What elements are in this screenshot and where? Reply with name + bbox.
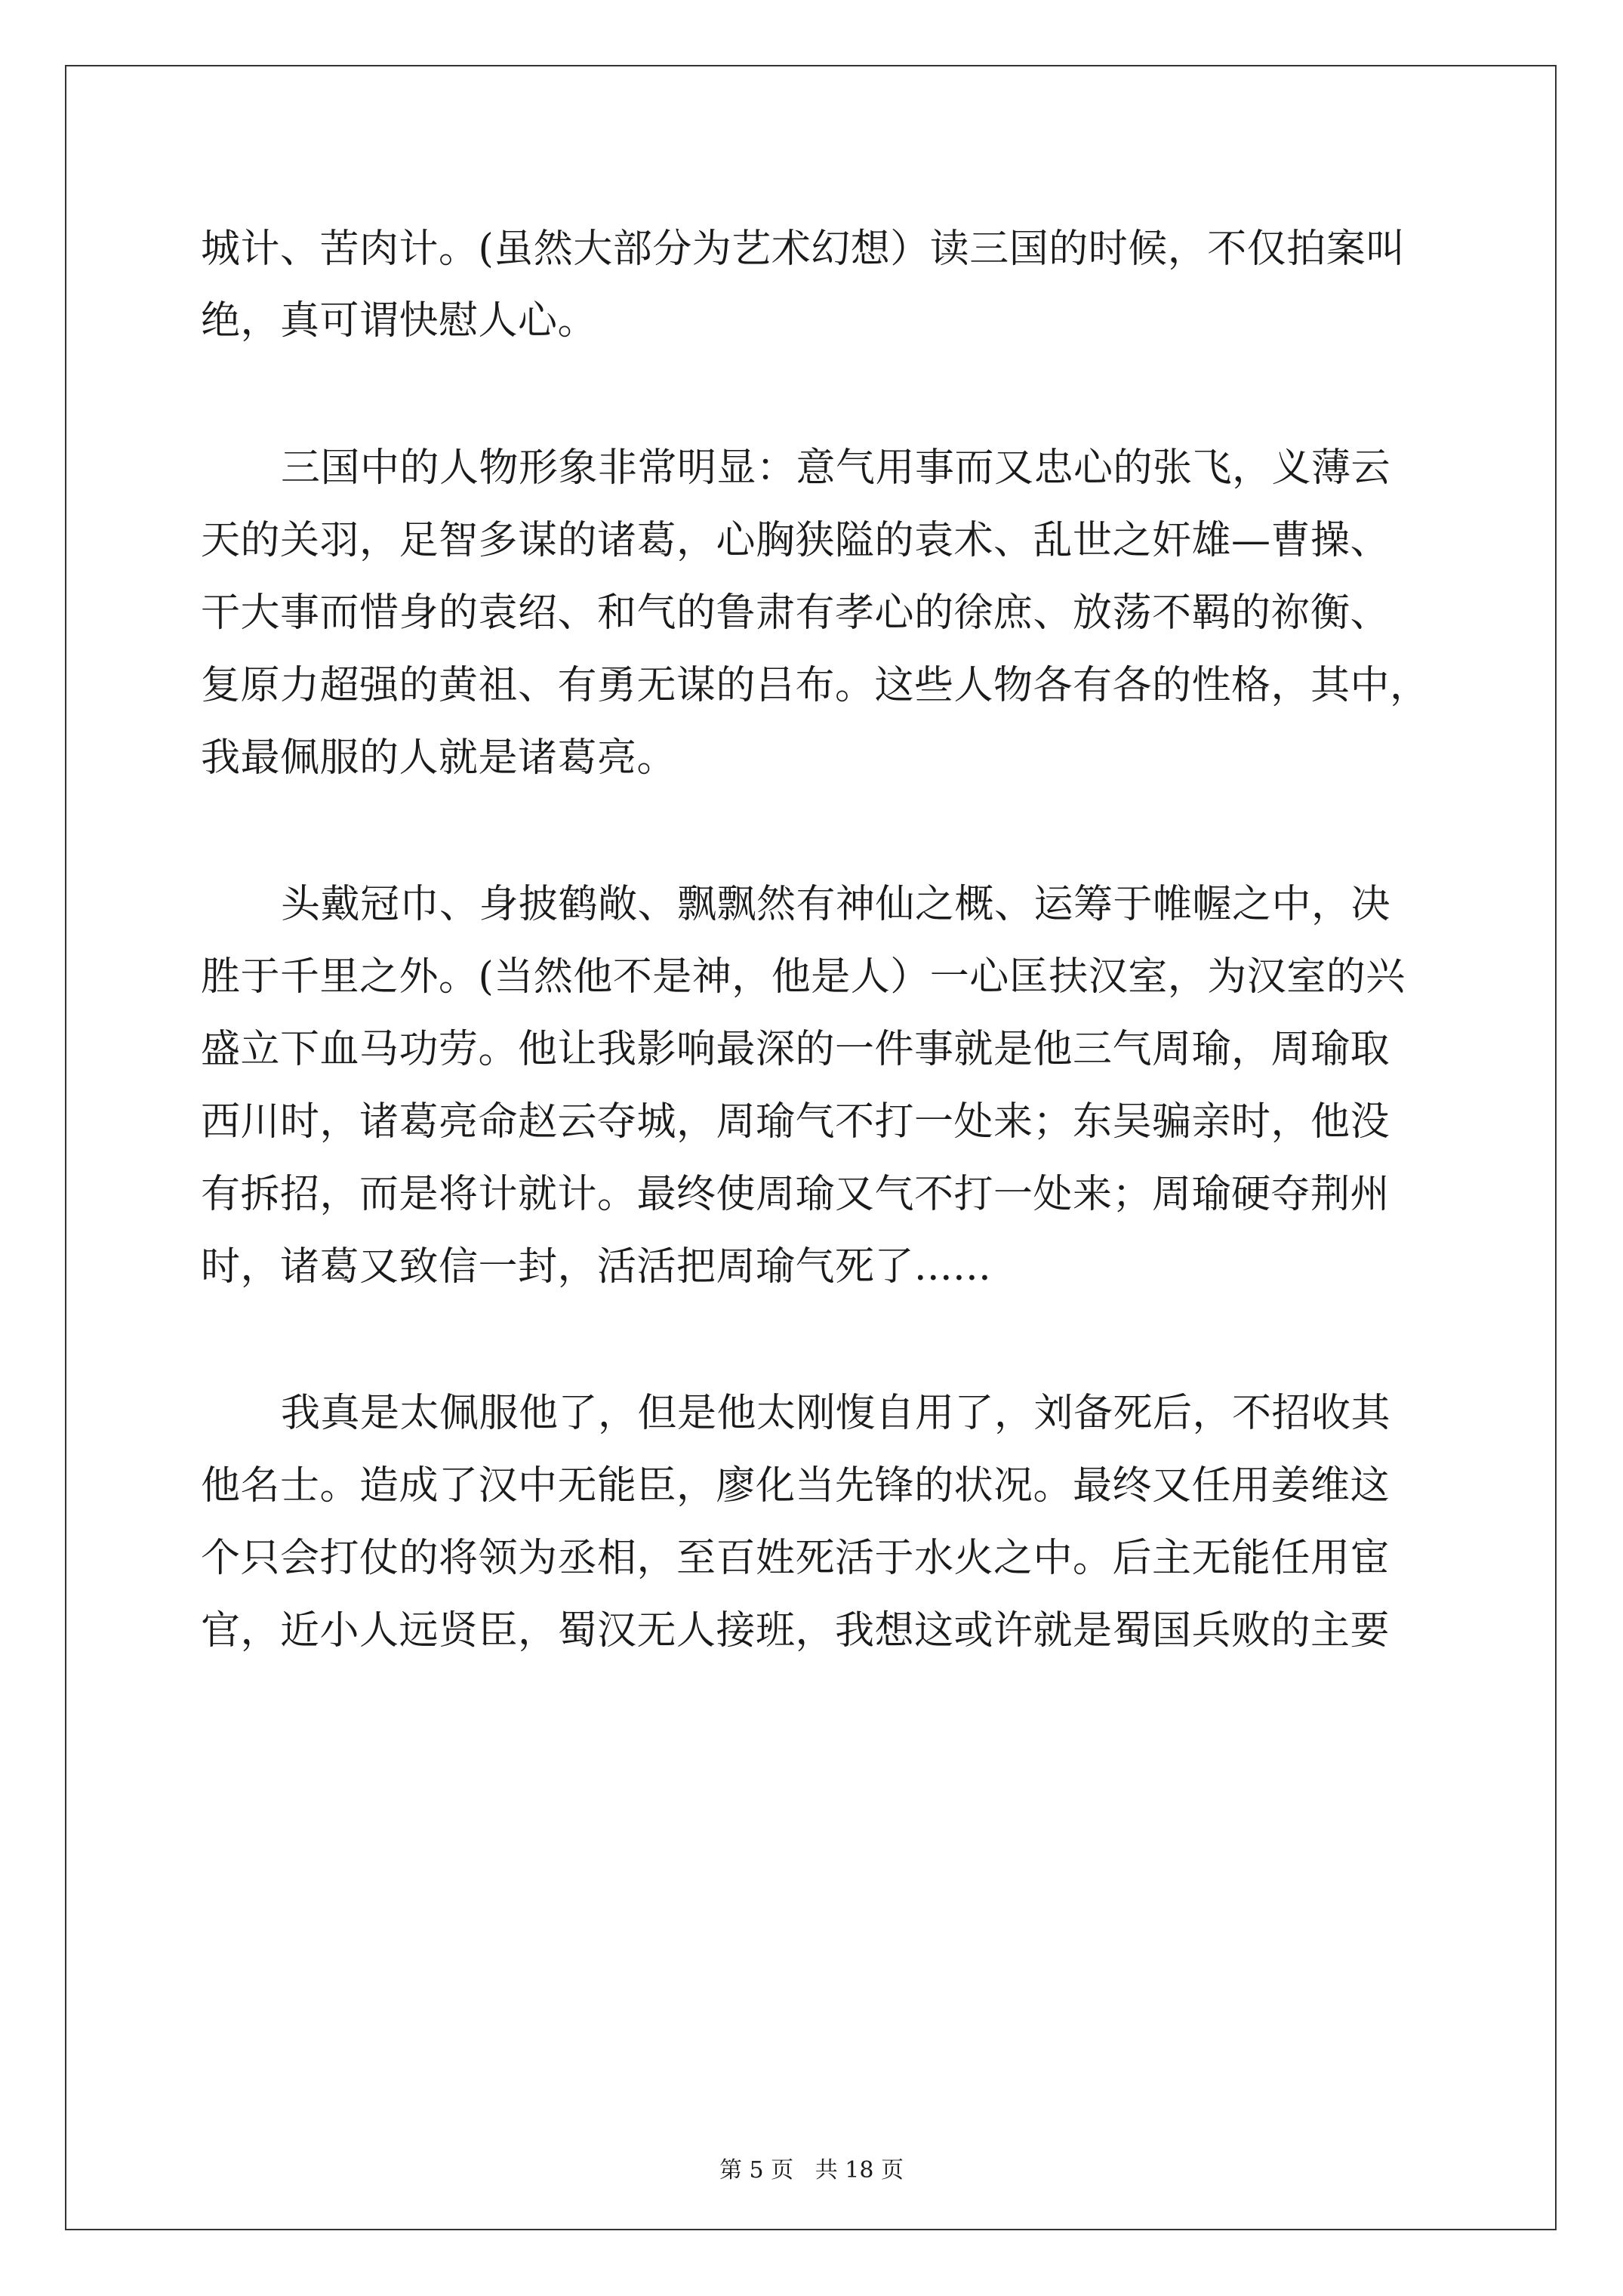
text-line: 我最佩服的人就是诸葛亮。 (201, 735, 677, 781)
text-line: 官，近小人远贤臣，蜀汉无人接班，我想这或许就是蜀国兵败的主要 (201, 1608, 1390, 1653)
text-line: 城计、苦肉计。(虽然大部分为艺术幻想）读三国的时候，不仅拍案叫 (201, 227, 1406, 272)
text-line: 他名士。造成了汉中无能臣，廖化当先锋的状况。最终又任用姜维这 (201, 1463, 1390, 1509)
text-line: 天的关羽，足智多谋的诸葛，心胸狭隘的袁术、乱世之奸雄—曹操、 (201, 518, 1390, 563)
text-line: 三国中的人物形象非常明显：意气用事而又忠心的张飞，义薄云 (281, 445, 1391, 491)
text-line: 时，诸葛又致信一封，活活把周瑜气死了...... (201, 1244, 992, 1290)
text-line: 复原力超强的黄祖、有勇无谋的吕布。这些人物各有各的性格，其中， (201, 663, 1430, 708)
text-line: 胜于千里之外。(当然他不是神，他是人）一心匡扶汉室，为汉室的兴 (201, 954, 1406, 1000)
text-line: 头戴冠巾、身披鹤敞、飘飘然有神仙之概、运筹于帷幄之中，决 (281, 882, 1391, 927)
text-line: 绝，真可谓快慰人心。 (201, 298, 598, 344)
page-border (65, 65, 1557, 2230)
text-line: 盛立下血马功劳。他让我影响最深的一件事就是他三气周瑜，周瑜取 (201, 1027, 1390, 1072)
text-line: 西川时，诸葛亮命赵云夺城，周瑜气不打一处来；东吴骗亲时，他没 (201, 1099, 1390, 1145)
text-line: 干大事而惜身的袁绍、和气的鲁肃有孝心的徐庶、放荡不羁的祢衡、 (201, 590, 1390, 636)
text-line: 我真是太佩服他了，但是他太刚愎自用了，刘备死后，不招收其 (281, 1391, 1391, 1436)
text-line: 个只会打仗的将领为丞相，至百姓死活于水火之中。后主无能任用宦 (201, 1536, 1390, 1581)
page-number-footer: 第 5 页 共 18 页 (719, 2157, 904, 2184)
text-line: 有拆招，而是将计就计。最终使周瑜又气不打一处来；周瑜硬夺荆州 (201, 1172, 1390, 1217)
